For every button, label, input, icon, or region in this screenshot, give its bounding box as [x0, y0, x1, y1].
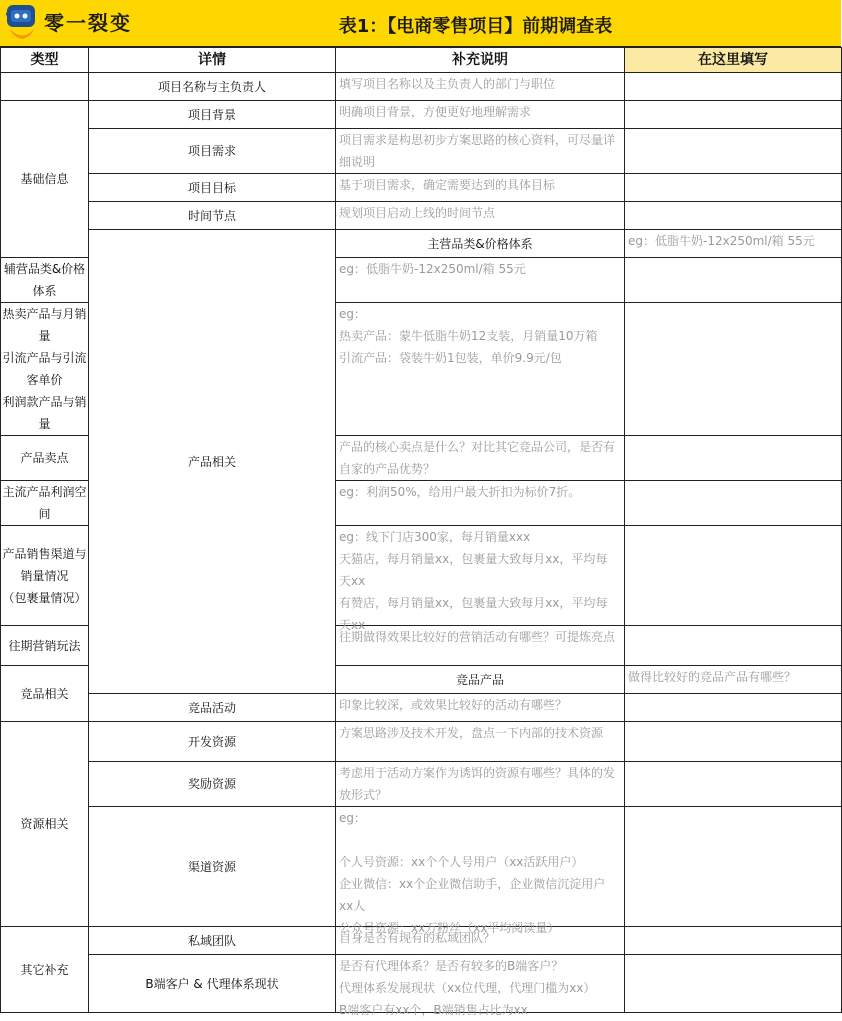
- note-cell: [336, 807, 625, 935]
- fill-cell[interactable]: [625, 955, 842, 1013]
- fill-cell[interactable]: [625, 722, 842, 762]
- detail-cell: B端客户 & 代理体系现状: [89, 955, 336, 1013]
- survey-table: [0, 47, 842, 1017]
- table-row: [1, 230, 842, 258]
- table-row: [1, 807, 842, 927]
- detail-cell: 主流产品利润空间: [1, 481, 89, 526]
- fill-cell[interactable]: [625, 626, 842, 666]
- note-cell: 做得比较好的竞品产品有哪些？: [625, 666, 842, 694]
- col-header-detail: 详情: [89, 48, 336, 73]
- col-header-type: 类型: [1, 48, 89, 73]
- brand-name: 零一裂变: [44, 11, 132, 35]
- group-product: 产品相关: [89, 230, 336, 694]
- note-cell: [336, 955, 625, 1017]
- detail-cell: 项目目标: [89, 174, 336, 202]
- fill-cell[interactable]: [625, 927, 842, 955]
- fill-cell[interactable]: [625, 694, 842, 722]
- group-competitor: 竞品相关: [1, 666, 89, 722]
- detail-cell: 项目名称与主负责人: [89, 73, 336, 101]
- note-cell: 基于项目需求，确定需要达到的具体目标: [336, 174, 625, 202]
- note-cell: 方案思路涉及技术开发，盘点一下内部的技术资源: [336, 722, 625, 762]
- table-row: [1, 694, 842, 722]
- note-cell: eg：低脂牛奶-12x250ml/箱 55元: [336, 258, 625, 303]
- note-cell: 考虑用于活动方案作为诱饵的资源有哪些？具体的发放形式？: [336, 762, 625, 807]
- detail-cell: 时间节点: [89, 202, 336, 230]
- type-cell-empty: [1, 73, 89, 101]
- detail-cell: 产品卖点: [1, 436, 89, 481]
- note-cell: 往期做得效果比较好的营销活动有哪些？可提炼亮点: [336, 626, 625, 666]
- table-row: [1, 202, 842, 230]
- detail-cell: 辅营品类&价格体系: [1, 258, 89, 303]
- col-header-fill: 在这里填写: [625, 48, 842, 73]
- note-cell: 项目需求是构思初步方案思路的核心资料，可尽量详细说明: [336, 129, 625, 174]
- detail-cell: 私域团队: [89, 927, 336, 955]
- detail-cell: 产品销售渠道与销量情况 （包裹量情况）: [1, 526, 89, 626]
- note-text: eg： 热卖产品：蒙牛低脂牛奶12支装，月销量10万箱 引流产品：袋装牛奶1包装，单价9.9元/包: [339, 307, 598, 365]
- fill-cell[interactable]: [625, 101, 842, 129]
- note-cell: eg：利润50%，给用户最大折扣为标价7折。: [336, 481, 625, 526]
- fill-cell[interactable]: [625, 258, 842, 303]
- group-basic-info: 基础信息: [1, 101, 89, 258]
- note-cell: 印象比较深，或效果比较好的活动有哪些？: [336, 694, 625, 722]
- fill-cell[interactable]: [625, 202, 842, 230]
- note-text: eg：线下门店300家，每月销量xxx 天猫店，每月销量xx，包裹量大致每月xx，平均每天xx 有赞店，每月销量xx，包裹量大致每月xx，平均每天xx: [339, 530, 608, 632]
- fill-cell[interactable]: [625, 73, 842, 101]
- table-row: [1, 722, 842, 762]
- table-row: [1, 73, 842, 101]
- table-row: [1, 101, 842, 129]
- fill-cell[interactable]: [625, 526, 842, 626]
- col-header-note: 补充说明: [336, 48, 625, 73]
- detail-cell: 渠道资源: [89, 807, 336, 927]
- detail-cell: 往期营销玩法: [1, 626, 89, 666]
- note-cell: 自身是否有现有的私域团队？: [336, 927, 625, 955]
- note-text: eg： 个人号资源：xx个个人号用户（xx活跃用户） 企业微信：xx个企业微信助手，企业微信沉淀用户xx人 公众号资源：xx万粉丝（xx平均阅读量）: [339, 811, 606, 935]
- fill-cell[interactable]: [625, 436, 842, 481]
- fill-cell[interactable]: [625, 303, 842, 436]
- table-row: [1, 927, 842, 955]
- table-row: [1, 174, 842, 202]
- detail-cell: 开发资源: [89, 722, 336, 762]
- group-other: 其它补充: [1, 927, 89, 1013]
- fill-cell[interactable]: [625, 807, 842, 927]
- fill-cell[interactable]: [625, 129, 842, 174]
- fill-cell[interactable]: [625, 762, 842, 807]
- detail-cell: 热卖产品与月销量 引流产品与引流客单价 利润款产品与销量: [1, 303, 89, 436]
- detail-cell: 竞品活动: [89, 694, 336, 722]
- table-row: [1, 955, 842, 1013]
- detail-cell: 主营品类&价格体系: [336, 230, 625, 258]
- table-row: [1, 129, 842, 174]
- fill-cell[interactable]: [625, 174, 842, 202]
- table-row: [1, 762, 842, 807]
- fill-cell[interactable]: [625, 481, 842, 526]
- note-cell: 明确项目背景，方便更好地理解需求: [336, 101, 625, 129]
- detail-cell: 项目需求: [89, 129, 336, 174]
- note-text: 是否有代理体系？是否有较多的B端客户？ 代理体系发展现状（xx位代理，代理门槛为xx） B端客户有xx个，B端销售占比为xx: [339, 959, 596, 1017]
- note-cell: 填写项目名称以及主负责人的部门与职位: [336, 73, 625, 101]
- header-row: [1, 48, 842, 73]
- note-cell: eg：低脂牛奶-12x250ml/箱 55元: [625, 230, 842, 258]
- detail-cell: 竞品产品: [336, 666, 625, 694]
- note-cell: 产品的核心卖点是什么？对比其它竞品公司，是否有自家的产品优势？: [336, 436, 625, 481]
- group-resource: 资源相关: [1, 722, 89, 927]
- note-cell: 规划项目启动上线的时间节点: [336, 202, 625, 230]
- detail-cell: 项目背景: [89, 101, 336, 129]
- note-cell: [336, 526, 625, 632]
- document-title: 表1：【电商零售项目】前期调查表: [338, 16, 613, 37]
- header-banner: [0, 0, 841, 47]
- detail-cell: 奖励资源: [89, 762, 336, 807]
- note-cell: [336, 303, 625, 436]
